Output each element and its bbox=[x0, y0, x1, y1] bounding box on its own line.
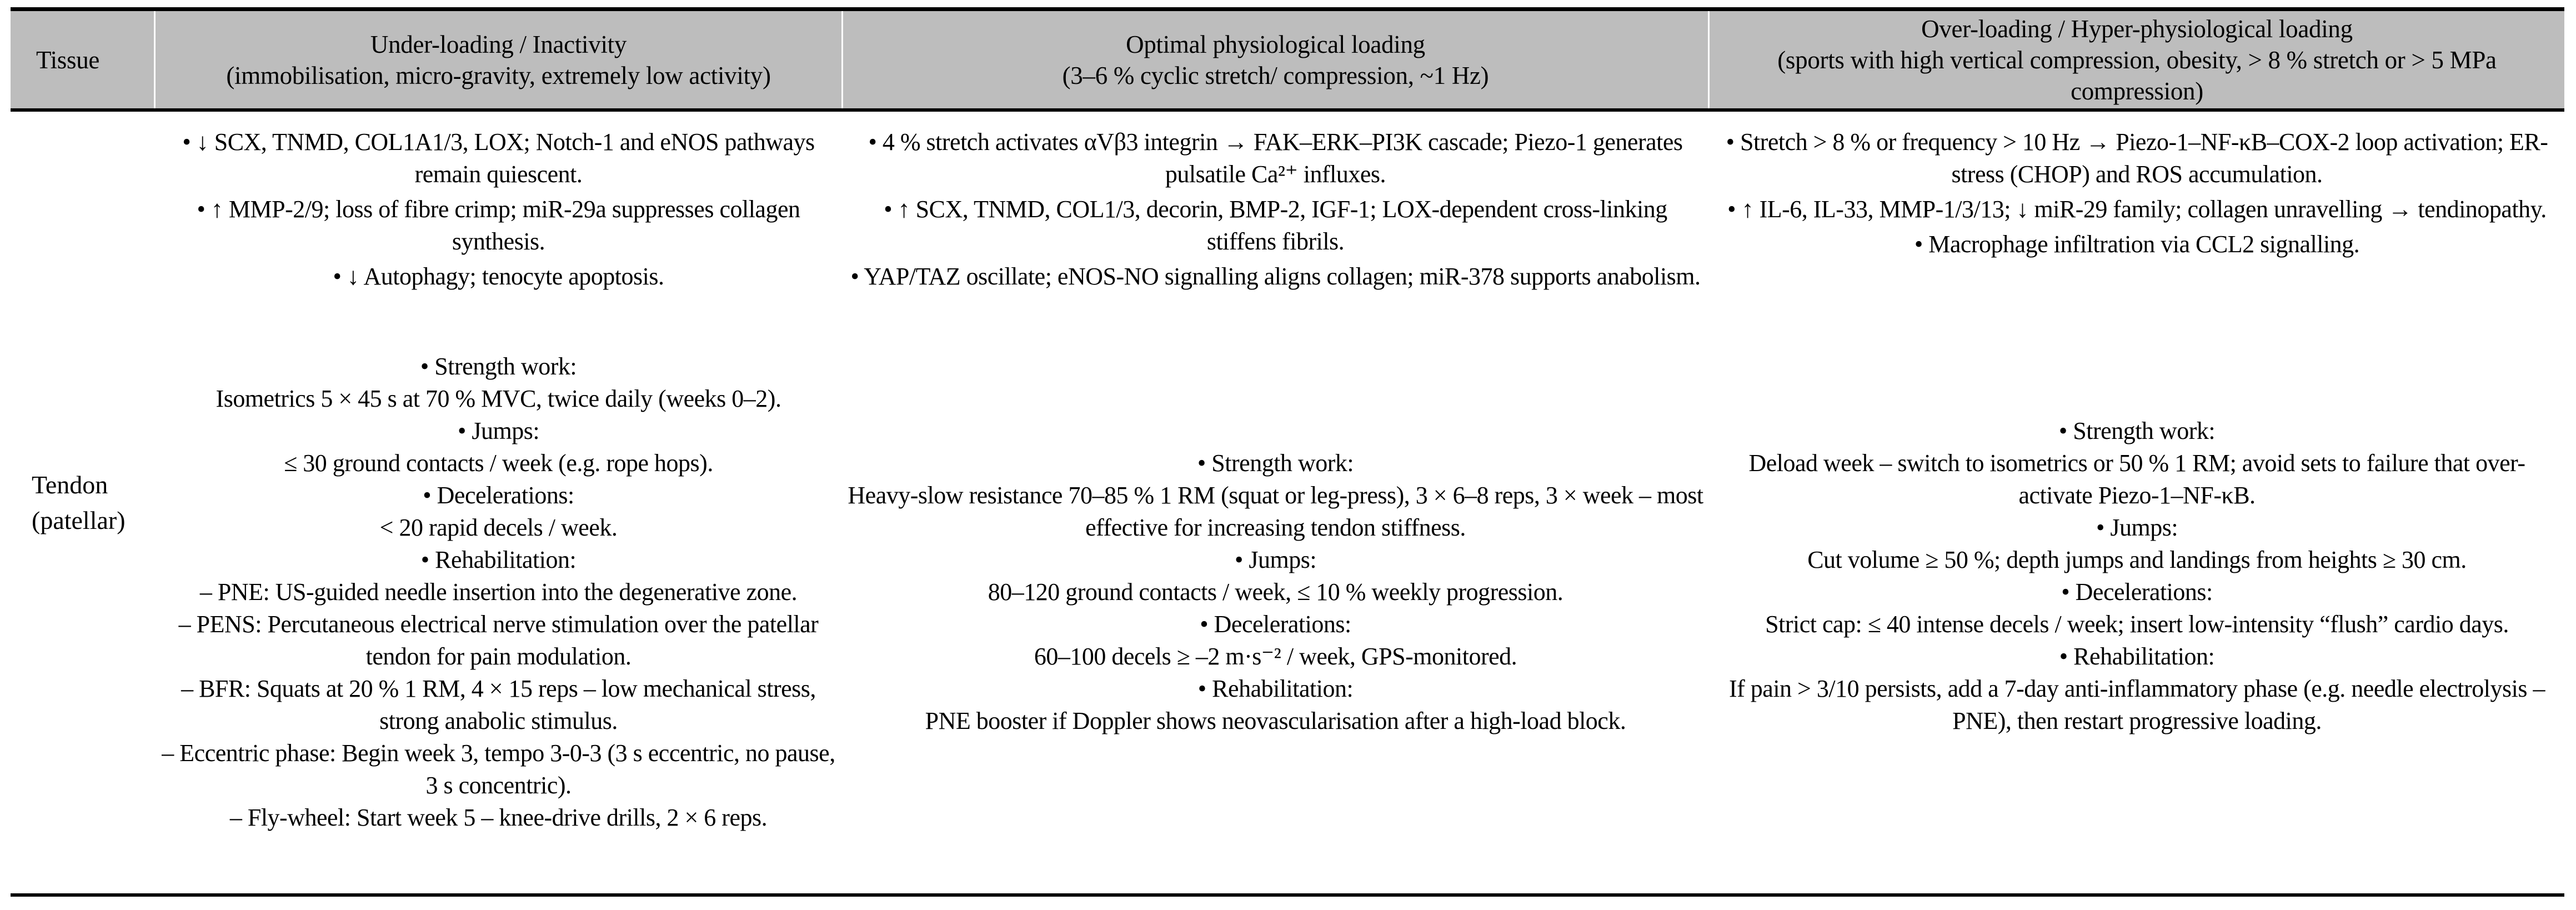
training-line: • Rehabilitation: bbox=[2059, 643, 2215, 670]
training-list-under-loading bbox=[160, 351, 837, 834]
training-line: • Strength work: bbox=[1197, 449, 1354, 477]
training-line: < 20 rapid decels / week. bbox=[379, 514, 618, 541]
training-line: Heavy-slow resistance 70–85 % 1 RM (squat or leg-press), 3 × 6–8 reps, 3 × week – most effective for increasing tendon stiffness. bbox=[848, 482, 1703, 541]
table-body-row bbox=[11, 112, 2564, 893]
training-line: • Strength work: bbox=[2058, 417, 2216, 444]
mechanism-list-optimal-loading bbox=[848, 126, 1703, 296]
training-line: – Fly-wheel: Start week 5 – knee-drive drills, 2 × 6 reps. bbox=[229, 804, 768, 831]
training-line: – PENS: Percutaneous electrical nerve stimulation over the patellar tendon for pain modulation. bbox=[178, 611, 819, 670]
training-line: – BFR: Squats at 20 % 1 RM, 4 × 15 reps – low mechanical stress, strong anabolic stimulus. bbox=[181, 675, 816, 734]
header-subtitle-under-loading: (immobilisation, micro-gravity, extremely low activity) bbox=[226, 61, 771, 89]
cell-optimal-loading bbox=[843, 112, 1708, 893]
training-line: Cut volume ≥ 50 %; depth jumps and landings from heights ≥ 30 cm. bbox=[1807, 546, 2467, 573]
mechanism-item: • Stretch > 8 % or frequency > 10 Hz → Piezo-1–NF-κB–COX-2 loop activation; ER-stress (CHOP) and ROS accumulation. bbox=[1726, 128, 2548, 188]
mechanism-item: • YAP/TAZ oscillate; eNOS-NO signalling aligns collagen; miR-378 supports anabolism. bbox=[850, 263, 1701, 290]
mechanism-item: • ↑ IL-6, IL-33, MMP-1/3/13; ↓ miR-29 family; collagen unravelling → tendinopathy. bbox=[1727, 196, 2547, 223]
header-title-over-loading: Over-loading / Hyper-physiological loading bbox=[1921, 14, 2353, 43]
mechanism-item: • ↑ SCX, TNMD, COL1/3, decorin, BMP-2, IGF-1; LOX-dependent cross-linking stiffens fibrils. bbox=[884, 196, 1667, 255]
training-line: • Jumps: bbox=[1234, 546, 1317, 573]
training-line: – PNE: US-guided needle insertion into the degenerative zone. bbox=[199, 578, 798, 606]
header-cell-optimal-loading bbox=[843, 11, 1708, 108]
mechanism-item: • 4 % stretch activates αVβ3 integrin → FAK–ERK–PI3K cascade; Piezo-1 generates pulsatile Ca²⁺ influxes. bbox=[868, 128, 1683, 188]
header-title-under-loading: Under-loading / Inactivity bbox=[370, 30, 627, 58]
training-line: • Strength work: bbox=[420, 353, 577, 380]
mechanism-list-under-loading bbox=[160, 126, 837, 296]
training-list-optimal-loading bbox=[848, 447, 1703, 737]
cell-over-loading bbox=[1710, 112, 2564, 893]
training-line: Isometrics 5 × 45 s at 70 % MVC, twice daily (weeks 0–2). bbox=[215, 385, 781, 412]
training-line: 80–120 ground contacts / week, ≤ 10 % weekly progression. bbox=[988, 578, 1563, 606]
training-line: • Jumps: bbox=[2096, 514, 2178, 541]
header-cell-over-loading bbox=[1710, 11, 2564, 108]
training-line: • Decelerations: bbox=[1200, 611, 1351, 638]
training-line: ≤ 30 ground contacts / week (e.g. rope hops). bbox=[284, 449, 713, 477]
training-line: – Eccentric phase: Begin week 3, tempo 3-0-3 (3 s eccentric, no pause, 3 s concentric). bbox=[162, 739, 835, 799]
training-line: • Decelerations: bbox=[2061, 578, 2213, 606]
cell-under-loading bbox=[156, 112, 841, 893]
training-line: Strict cap: ≤ 40 intense decels / week; insert low-intensity “flush” cardio days. bbox=[1765, 611, 2509, 638]
mechanism-item: • Macrophage infiltration via CCL2 signalling. bbox=[1914, 231, 2360, 258]
training-list-over-loading bbox=[1714, 415, 2560, 737]
training-line: PNE booster if Doppler shows neovascularisation after a high-load block. bbox=[925, 707, 1626, 734]
header-subtitle-over-loading: (sports with high vertical compression, obesity, > 8 % stretch or > 5 MPa compression) bbox=[1777, 46, 2497, 105]
tissue-cell bbox=[11, 112, 154, 893]
header-label-tissue: Tissue bbox=[36, 46, 100, 74]
training-line: • Rehabilitation: bbox=[420, 546, 577, 573]
header-cell-tissue bbox=[11, 11, 154, 108]
training-wrap-optimal-loading bbox=[848, 296, 1703, 889]
mechanism-item: • ↑ MMP-2/9; loss of fibre crimp; miR-29a suppresses collagen synthesis. bbox=[197, 196, 800, 255]
training-line: Deload week – switch to isometrics or 50 % 1 RM; avoid sets to failure that over-activate Piezo-1–NF-κB. bbox=[1748, 449, 2525, 509]
tissue-name: Tendon (patellar) bbox=[32, 470, 126, 534]
training-wrap-under-loading bbox=[160, 296, 837, 889]
training-line: 60–100 decels ≥ –2 m·s⁻² / week, GPS-monitored. bbox=[1034, 643, 1517, 670]
header-cell-under-loading bbox=[156, 11, 841, 108]
mechanism-item: • ↓ Autophagy; tenocyte apoptosis. bbox=[333, 263, 664, 290]
training-line: • Decelerations: bbox=[423, 482, 574, 509]
training-line: • Rehabilitation: bbox=[1197, 675, 1354, 702]
table-header-row bbox=[11, 11, 2564, 112]
mechanism-list-over-loading bbox=[1714, 126, 2560, 263]
tissue-loading-table bbox=[11, 7, 2564, 897]
training-line: • Jumps: bbox=[457, 417, 540, 444]
header-title-optimal-loading: Optimal physiological loading bbox=[1126, 30, 1425, 58]
training-line: If pain > 3/10 persists, add a 7-day anti-inflammatory phase (e.g. needle electrolysis – PNE), then restart progressive loading. bbox=[1728, 675, 2545, 734]
header-subtitle-optimal-loading: (3–6 % cyclic stretch/ compression, ~1 Hz) bbox=[1062, 61, 1489, 89]
training-wrap-over-loading bbox=[1714, 263, 2560, 889]
mechanism-item: • ↓ SCX, TNMD, COL1A1/3, LOX; Notch-1 and eNOS pathways remain quiescent. bbox=[182, 128, 815, 188]
